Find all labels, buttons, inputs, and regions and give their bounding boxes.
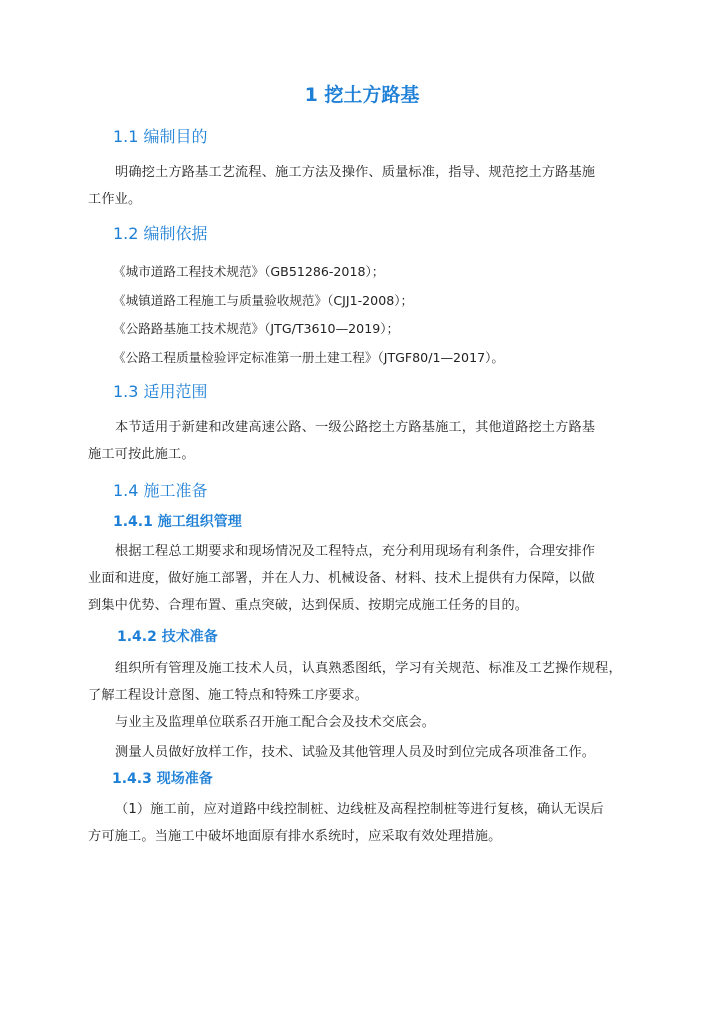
paragraph-line: 方可施工。当施工中破坏地面原有排水系统时，应采取有效处理措施。 bbox=[88, 829, 502, 844]
paragraph-line: 明确挖土方路基工艺流程、施工方法及操作、质量标准，指导、规范挖土方路基施 bbox=[115, 165, 596, 180]
paragraph-line: 工作业。 bbox=[88, 192, 142, 207]
section-heading-1-3: 1.3 适用范围 bbox=[113, 382, 208, 401]
section-heading-1-4: 1.4 施工准备 bbox=[113, 481, 208, 500]
subsection-heading-1-4-2: 1.4.2 技术准备 bbox=[117, 629, 218, 645]
reference-item: 《城镇道路工程施工与质量验收规范》（CJJ1-2008）； bbox=[113, 293, 414, 308]
paragraph-line: 组织所有管理及施工技术人员，认真熟悉图纸，学习有关规范、标准及工艺操作规程， bbox=[115, 661, 622, 676]
paragraph-line: 施工可按此施工。 bbox=[88, 447, 195, 462]
section-heading-1-2: 1.2 编制依据 bbox=[113, 224, 208, 243]
paragraph-line: （1）施工前，应对道路中线控制桩、边线桩及高程控制桩等进行复核，确认无误后 bbox=[115, 802, 604, 817]
page-title: 1 挖土方路基 bbox=[304, 84, 420, 106]
paragraph-line: 根据工程总工期要求和现场情况及工程特点，充分利用现场有利条件，合理安排作 bbox=[115, 544, 596, 559]
section-heading-1-1: 1.1 编制目的 bbox=[113, 127, 208, 146]
paragraph-line: 了解工程设计意图、施工特点和特殊工序要求。 bbox=[88, 688, 369, 703]
subsection-heading-1-4-1: 1.4.1 施工组织管理 bbox=[113, 514, 242, 530]
reference-item: 《城市道路工程技术规范》（GB51286-2018）； bbox=[113, 264, 385, 279]
paragraph-line: 测量人员做好放样工作，技术、试验及其他管理人员及时到位完成各项准备工作。 bbox=[115, 745, 596, 760]
paragraph-line: 业面和进度，做好施工部署，并在人力、机械设备、材料、技术上提供有力保障，以做 bbox=[88, 571, 595, 586]
reference-item: 《公路工程质量检验评定标准第一册土建工程》（JTGF80/1—2017）。 bbox=[113, 350, 504, 365]
paragraph-line: 与业主及监理单位联系召开施工配合会及技术交底会。 bbox=[115, 715, 436, 730]
reference-item: 《公路路基施工技术规范》（JTG/T3610—2019）； bbox=[113, 321, 400, 336]
subsection-heading-1-4-3: 1.4.3 现场准备 bbox=[112, 771, 213, 787]
paragraph-line: 本节适用于新建和改建高速公路、一级公路挖土方路基施工，其他道路挖土方路基 bbox=[115, 420, 596, 435]
paragraph-line: 到集中优势、合理布置、重点突破，达到保质、按期完成施工任务的目的。 bbox=[88, 598, 529, 613]
